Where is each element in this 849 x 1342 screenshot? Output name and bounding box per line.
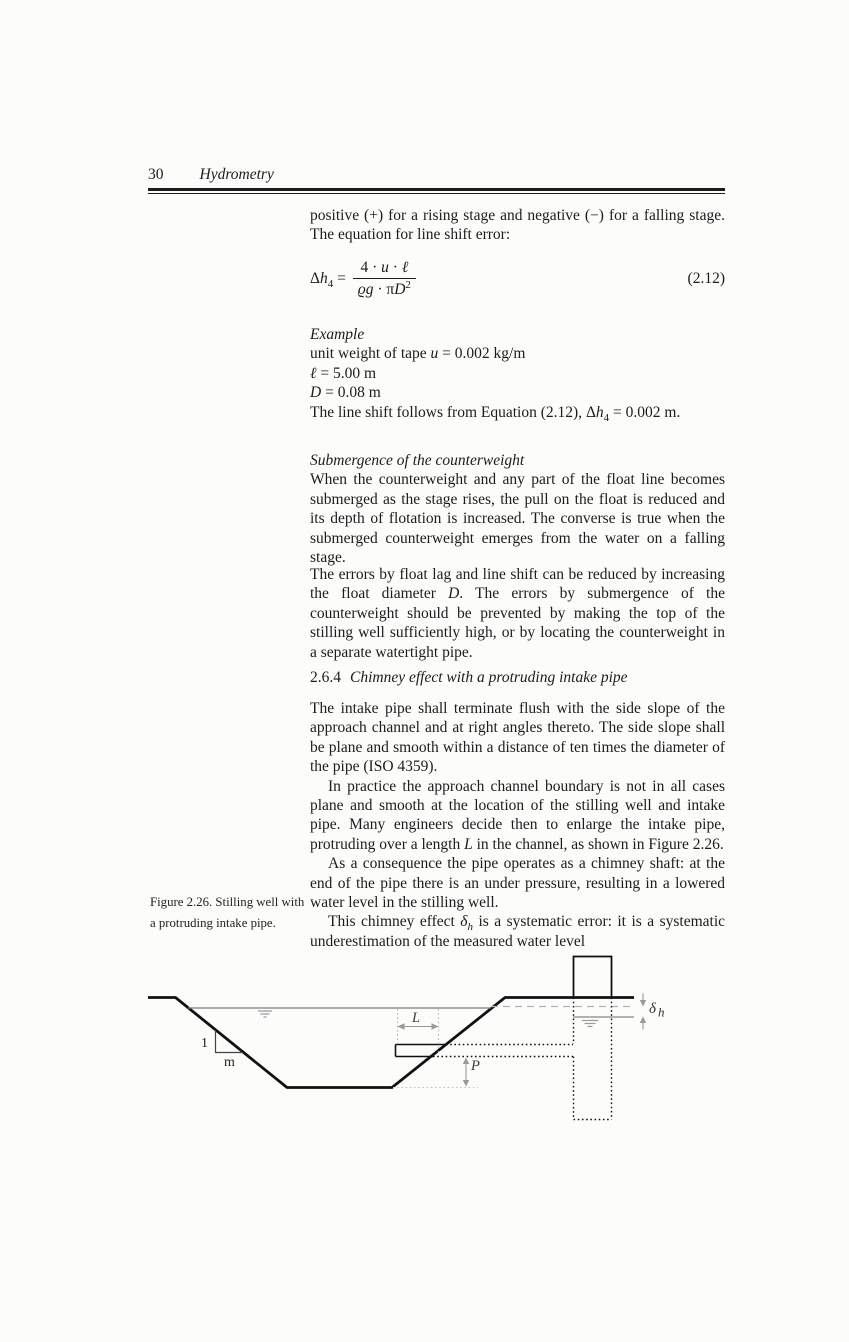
dimension-delta-h bbox=[640, 994, 665, 1030]
figure-caption bbox=[150, 892, 320, 933]
figure-caption-line-1: Figure 2.26. Stilling well with bbox=[150, 895, 305, 909]
water-level-symbol-well bbox=[582, 1021, 598, 1027]
variable-ell: ℓ bbox=[310, 364, 317, 382]
equation-2-12 bbox=[310, 259, 725, 298]
submergence-paragraph: When the counterweight and any part of the float line becomes submerged as the stage rises, the pull on the float is reduced and its depth of flotation is increased. The converse is true when the submerged counterweight emerges from the water on a falling stage. bbox=[310, 471, 725, 567]
running-title: Hydrometry bbox=[199, 166, 274, 183]
header-rule-thin bbox=[148, 193, 725, 194]
superscript-2: 2 bbox=[405, 278, 411, 291]
section-number: 2.6.4 bbox=[310, 669, 341, 686]
section-title: Chimney effect with a protruding intake pipe bbox=[350, 669, 628, 686]
subscript-4: 4 bbox=[327, 277, 334, 290]
equation-lhs bbox=[310, 270, 346, 288]
label-slope-m: m bbox=[224, 1055, 235, 1070]
label-slope-1: 1 bbox=[201, 1036, 208, 1051]
subscript-4: 4 bbox=[603, 411, 610, 424]
variable-h: h bbox=[319, 269, 328, 287]
buried-well-walls bbox=[574, 998, 612, 1120]
label-P: P bbox=[471, 1058, 480, 1074]
example-line-3: D = 0.08 m bbox=[310, 384, 381, 402]
section-body bbox=[310, 699, 725, 951]
water-level-symbol-channel bbox=[258, 1011, 272, 1017]
section-heading bbox=[310, 669, 628, 687]
equation-fraction bbox=[353, 259, 416, 298]
submergence-block bbox=[310, 451, 725, 567]
delta-symbol: Δ bbox=[310, 269, 320, 287]
section-paragraph-2: In practice the approach channel boundary is not in all cases plane and smooth at the location of the stilling well and intake pipe. Many engineers decide then to enlarge the intake pipe, protruding over a length L in the channel, as shown in Figure 2.26. bbox=[310, 777, 725, 853]
page-number: 30 bbox=[148, 166, 164, 183]
submergence-heading: Submergence of the counterweight bbox=[310, 452, 525, 469]
delta-symbol: δ bbox=[460, 913, 468, 931]
figure-2-26 bbox=[140, 945, 680, 1135]
section-paragraph-3: As a consequence the pipe operates as a chimney shaft: at the end of the pipe there is an under pressure, resulting in a lowered water level in the stilling well. bbox=[310, 855, 725, 912]
section-paragraph-1: The intake pipe shall terminate flush with the side slope of the approach channel and at right angles thereto. The side slope shall be plane and smooth within a distance of ten times the diameter of the pipe (ISO 4359). bbox=[310, 700, 725, 776]
example-line-4: The line shift follows from Equation (2.12), $\Delta h_4 = 0.002$ m. bbox=[310, 403, 681, 424]
channel-outline bbox=[148, 998, 634, 1088]
example-heading: Example bbox=[310, 326, 365, 343]
page-header bbox=[148, 166, 725, 194]
pi-symbol: π bbox=[386, 281, 395, 298]
variable-ell: ℓ bbox=[401, 259, 409, 276]
variable-D: D bbox=[394, 281, 406, 298]
subscript-h: h bbox=[467, 921, 474, 934]
variable-rho-g: ϱg bbox=[357, 281, 374, 298]
figure-caption-line-2: a protruding intake pipe. bbox=[150, 915, 276, 930]
label-delta: δ bbox=[649, 1001, 656, 1017]
example-line-1: unit weight of tape u = 0.002 kg/m bbox=[310, 345, 526, 363]
section-paragraph-4: This chimney effect $\delta_h$ is a systematic error: it is a systematic underestimation of the measured water level bbox=[310, 913, 726, 950]
example-line-2: ℓ = 5.00 m bbox=[310, 364, 377, 382]
variable-u: u bbox=[430, 345, 439, 363]
float-lag-paragraph: The errors by float lag and line shift can be reduced by increasing the float diameter D. The errors by submergence of the counterweight should be prevented by making the top of the stilling well sufficiently high, or by locating the counterweight in a separate watertight pipe. bbox=[310, 566, 725, 661]
variable-h: h bbox=[595, 403, 604, 421]
label-delta-sub-h: h bbox=[658, 1004, 665, 1020]
dimension-L bbox=[398, 1009, 439, 1055]
label-L: L bbox=[412, 1010, 421, 1026]
float-lag-paragraph-block bbox=[310, 565, 725, 662]
stilling-well-diagram bbox=[140, 945, 680, 1135]
fraction-numerator: 4 · u · ℓ bbox=[360, 259, 409, 276]
variable-u: u bbox=[381, 259, 389, 276]
variable-L: L bbox=[464, 835, 473, 853]
intro-paragraph-block bbox=[310, 206, 725, 245]
delta-symbol: Δ bbox=[585, 403, 596, 421]
equation-number: (2.12) bbox=[687, 269, 725, 287]
variable-D: D bbox=[310, 384, 322, 402]
equals-sign: = bbox=[333, 269, 346, 287]
intro-paragraph: positive (+) for a rising stage and negative (−) for a falling stage. The equation for line shift error: bbox=[310, 207, 725, 244]
header-rule-thick bbox=[148, 188, 725, 191]
fraction-denominator: $ϱg \cdot \pi D^2$ bbox=[353, 278, 416, 298]
variable-D: D bbox=[448, 585, 460, 603]
stilling-well-top bbox=[574, 957, 612, 998]
example-block bbox=[310, 325, 725, 422]
intake-pipe-buried bbox=[433, 1045, 573, 1057]
dimension-P bbox=[393, 1058, 480, 1088]
header-line bbox=[148, 166, 725, 184]
